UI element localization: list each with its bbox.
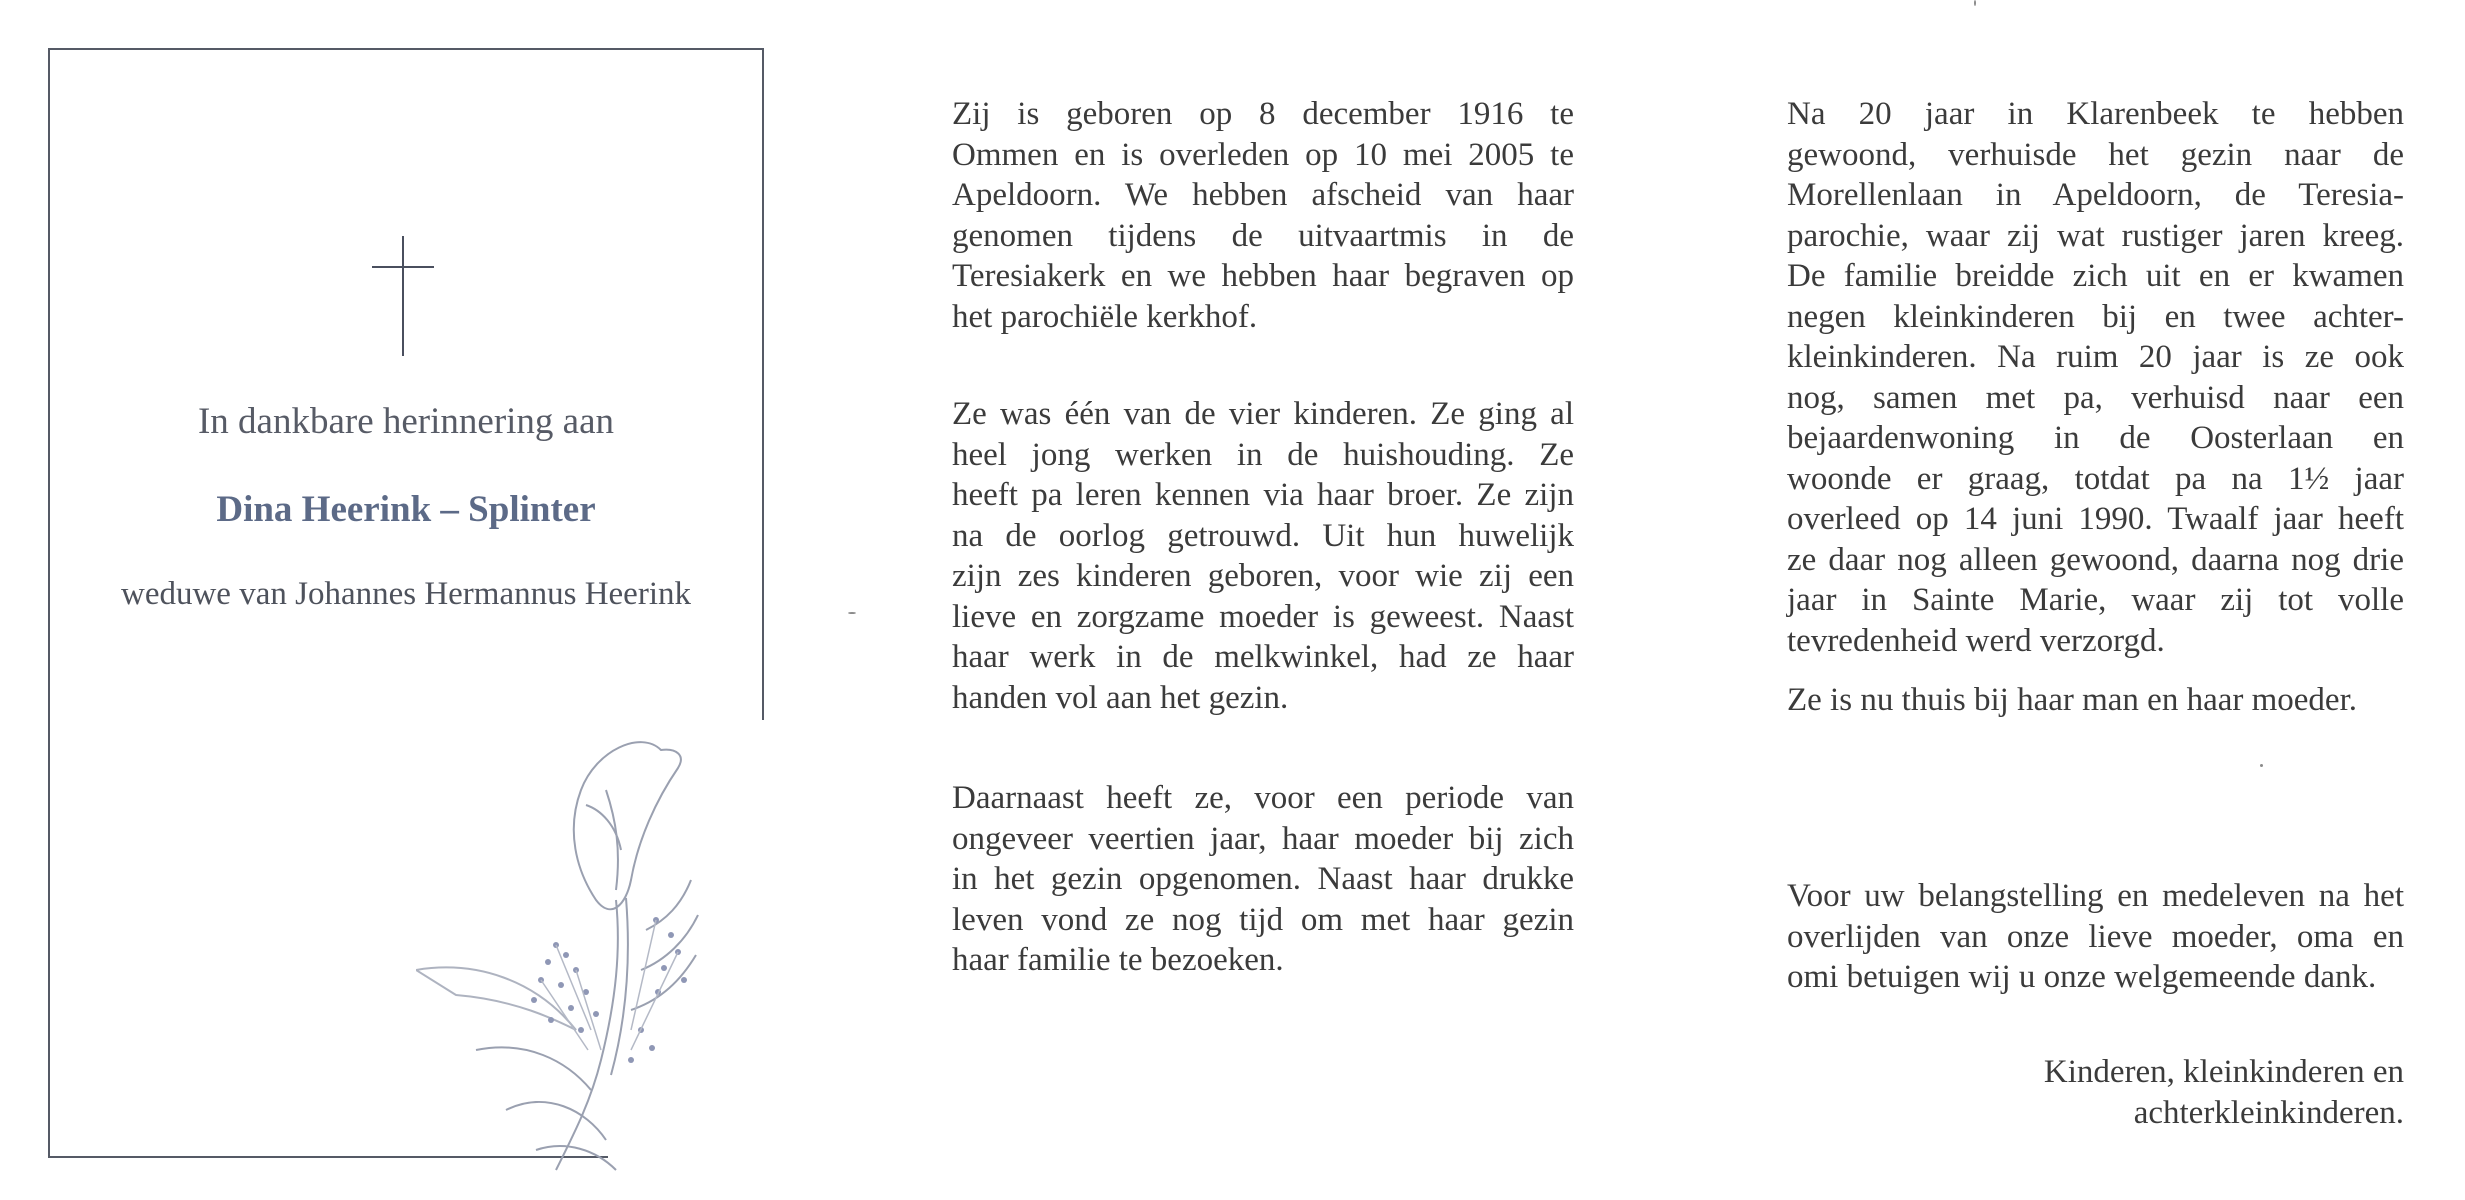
closing-sentence: Ze is nu thuis bij haar man en haar moeder.: [1787, 682, 2357, 718]
deceased-name: Dina Heerink – Splinter: [216, 489, 596, 530]
card-right-panel: [1652, 0, 2465, 1200]
card-front-panel: [0, 0, 840, 1200]
biography-paragraph-2: Ze was één van de vier kinderen. Ze ging al heel jong werken in de huishouding. Ze heeft pa leren kennen via haar broer. Ze zijn na de oorlog getrouwd. Uit hun huwelijk zijn zes kinderen geboren, voor wie zij een lieve en zorgzame moeder is geweest. Naast haar werk in de melkwinkel, had ze haar handen vol aan het gezin.: [952, 396, 1574, 716]
biography-paragraph-1: Zij is geboren op 8 december 1916 te Ommen en is overleden op 10 mei 2005 te Apeldoorn. We hebben afscheid van haar genomen tijdens de uitvaartmis in de Teresiakerk en we hebben haar begraven op het parochiële kerkhof.: [952, 96, 1574, 335]
paper-speck: [1974, 0, 1976, 6]
family-signature: Kinderen, kleinkinderen en achterkleinkinderen.: [2043, 1054, 2404, 1131]
paper-speck: [2260, 764, 2263, 767]
thanks-paragraph: Voor uw belangstelling en medeleven na het overlijden van onze lieve moeder, oma en omi betuigen wij u onze welgemeende dank.: [1787, 878, 2404, 995]
card-middle-panel: [840, 0, 1652, 1200]
paper-speck: [848, 612, 856, 614]
biography-paragraph-3: Daarnaast heeft ze, voor een periode van ongeveer veertien jaar, haar moeder bij zich in het gezin opgenomen. Naast haar drukke leven vond ze nog tijd om met haar gezin haar familie te bezoeken.: [952, 780, 1574, 978]
biography-paragraph-4: Na 20 jaar in Klarenbeek te hebben gewoond, verhuisde het gezin naar de Morellenlaan in Apeldoorn, de Teresia- parochie, waar zij wat rustiger jaren kreeg. De familie breidde zich uit en er kwamen negen kleinkinderen bij en twee achter- kleinkinderen. Na ruim 20 jaar is ze ook nog, samen met pa, verhuisd naar een bejaardenwoning in de Oosterlaan en woonde er graag, totdat pa na 1½ jaar overleed op 14 juni 1990. Twaalf jaar heeft ze daar nog alleen gewoond, daarna nog drie jaar in Sainte Marie, waar zij tot volle tevredenheid werd verzorgd.: [1787, 96, 2404, 659]
memorial-intro: In dankbare herinnering aan: [197, 401, 615, 442]
cross-icon: [372, 236, 434, 356]
widow-line: weduwe van Johannes Hermannus Heerink: [121, 576, 691, 612]
calla-lily-illustration: [416, 730, 826, 1180]
